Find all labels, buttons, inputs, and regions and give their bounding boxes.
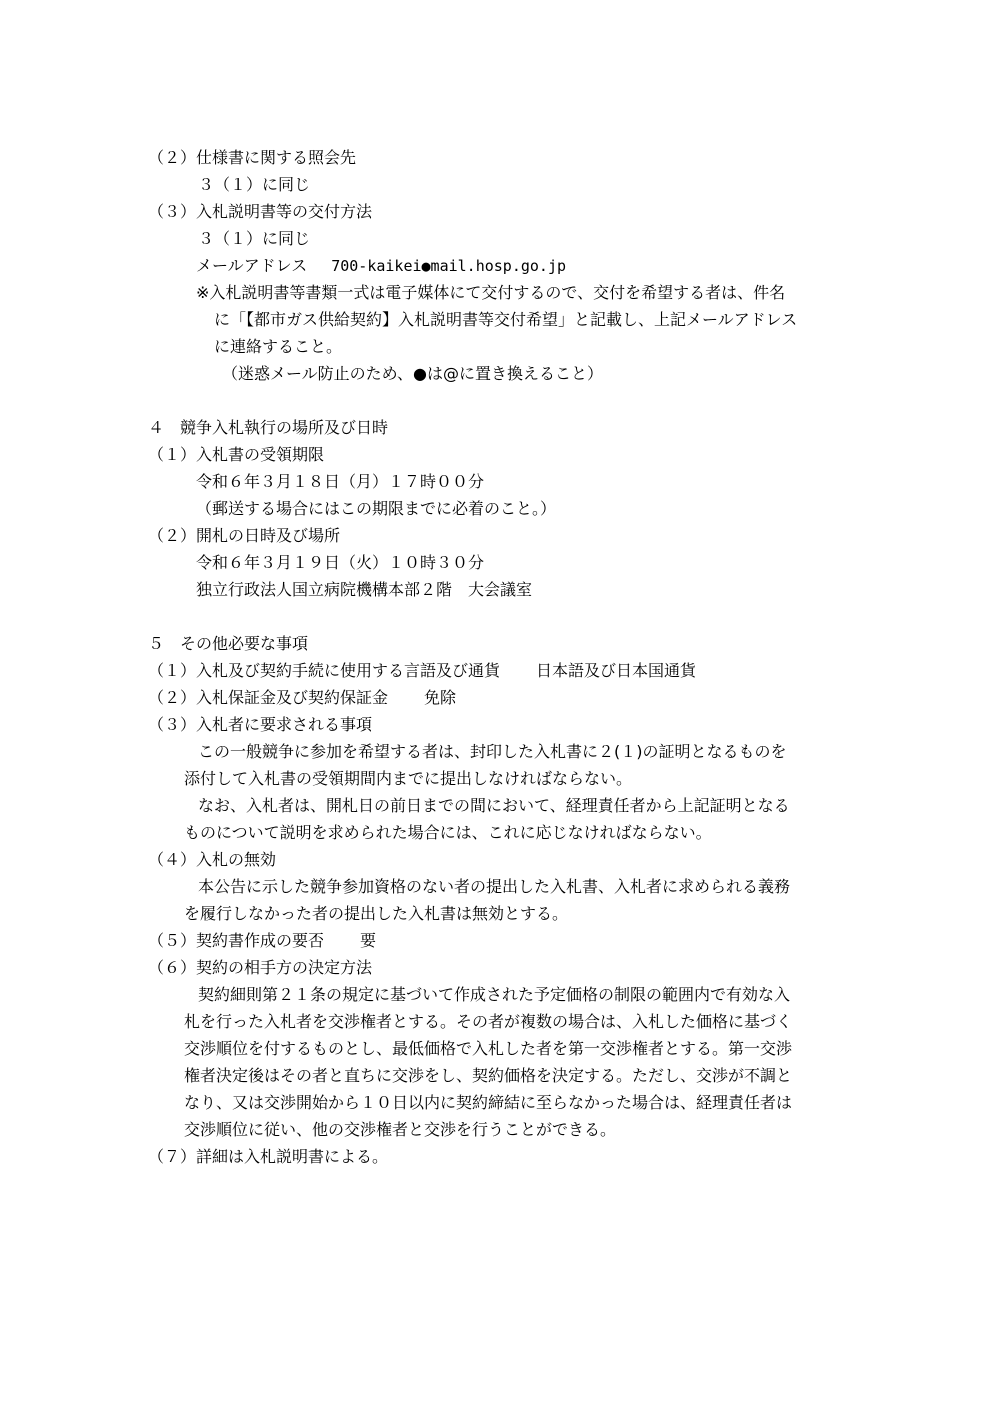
sec5-item3-paragraph-1 bbox=[148, 738, 860, 792]
sec5-item5-row bbox=[148, 927, 860, 954]
sec4-heading: ４ 競争入札執行の場所及び日時 bbox=[148, 418, 389, 437]
paragraph-line: なり、又は交渉開始から１０日以内に契約締結に至らなかった場合は、経理責任者は bbox=[184, 1093, 793, 1112]
paragraph-line: を履行しなかった者の提出した入札書は無効とする。 bbox=[184, 904, 569, 923]
sec3-item3-heading: （３）入札説明書等の交付方法 bbox=[148, 202, 373, 221]
paragraph-line: 交渉順位に従い、他の交渉権者と交渉を行うことができる。 bbox=[184, 1120, 617, 1139]
sec5-item2-value: 免除 bbox=[424, 688, 457, 707]
sec5-item1-row bbox=[148, 657, 860, 684]
paragraph-line: 交渉順位を付するものとし、最低価格で入札した者を第一交渉権者とする。第一交渉 bbox=[184, 1039, 793, 1058]
sec5-item4-paragraph bbox=[148, 873, 860, 927]
paragraph-line: 権者決定後はその者と直ちに交渉をし、契約価格を決定する。ただし、交渉が不調と bbox=[184, 1066, 793, 1085]
paragraph-line: この一般競争に参加を希望する者は、封印した入札書に２(１)の証明となるものを bbox=[198, 742, 787, 761]
note-line-2: に「【都市ガス供給契約】入札説明書等交付希望」と記載し、上記メールアドレス bbox=[214, 310, 798, 329]
sec5-item4-heading: （４）入札の無効 bbox=[148, 850, 277, 869]
sec5-item2-row bbox=[148, 684, 860, 711]
sec5-item7-heading: （７）詳細は入札説明書による。 bbox=[148, 1147, 389, 1166]
paragraph-line: 添付して入札書の受領期間内までに提出しなければならない。 bbox=[184, 769, 633, 788]
sec5-item2-heading: （２）入札保証金及び契約保証金 bbox=[148, 688, 389, 707]
sec5-item3-paragraph-2 bbox=[148, 792, 860, 846]
sec3-item3-ref: ３（１）に同じ bbox=[198, 229, 311, 248]
document-body bbox=[148, 144, 860, 1170]
spacer bbox=[148, 387, 860, 414]
sec4-item2-heading: （２）開札の日時及び場所 bbox=[148, 526, 341, 545]
sec5-item5-value: 要 bbox=[360, 931, 377, 950]
sec5-item3-heading: （３）入札者に要求される事項 bbox=[148, 715, 373, 734]
sec4-item2-date: 令和６年３月１９日（火）１０時３０分 bbox=[196, 553, 485, 572]
paragraph-line: 札を行った入札者を交渉権者とする。その者が複数の場合は、入札した価格に基づく bbox=[184, 1012, 793, 1031]
sec4-item2-place: 独立行政法人国立病院機構本部２階 大会議室 bbox=[196, 580, 533, 599]
email-row bbox=[148, 252, 860, 279]
note-line-1: ※入札説明書等書類一式は電子媒体にて交付するので、交付を希望する者は、件名 bbox=[196, 283, 786, 302]
sec5-heading: ５ その他必要な事項 bbox=[148, 634, 309, 653]
paragraph-line: 契約細則第２１条の規定に基づいて作成された予定価格の制限の範囲内で有効な入 bbox=[198, 985, 791, 1004]
sec4-item1-note: （郵送する場合にはこの期限までに必着のこと。） bbox=[196, 499, 557, 518]
note-line-4: （迷惑メール防止のため、●は@に置き換えること） bbox=[222, 364, 604, 383]
sec4-item1-date: 令和６年３月１８日（月）１７時００分 bbox=[196, 472, 485, 491]
sec4-item1-heading: （１）入札書の受領期限 bbox=[148, 445, 325, 464]
sec5-item1-heading: （１）入札及び契約手続に使用する言語及び通貨 bbox=[148, 661, 501, 680]
paragraph-line: ものについて説明を求められた場合には、これに応じなければならない。 bbox=[184, 823, 712, 842]
sec3-item2-ref: ３（１）に同じ bbox=[198, 175, 311, 194]
email-address: 700-kaikei●mail.hosp.go.jp bbox=[331, 257, 567, 275]
paragraph-line: なお、入札者は、開札日の前日までの間において、経理責任者から上記証明となる bbox=[198, 796, 790, 815]
sec5-item6-paragraph bbox=[148, 981, 860, 1143]
paragraph-line: 本公告に示した競争参加資格のない者の提出した入札書、入札者に求められる義務 bbox=[198, 877, 791, 896]
sec5-item1-value: 日本語及び日本国通貨 bbox=[536, 661, 697, 680]
spacer bbox=[148, 603, 860, 630]
email-label: メールアドレス bbox=[196, 256, 308, 275]
note-line-3: に連絡すること。 bbox=[214, 337, 343, 356]
sec5-item5-heading: （５）契約書作成の要否 bbox=[148, 931, 325, 950]
sec5-item6-heading: （６）契約の相手方の決定方法 bbox=[148, 958, 373, 977]
sec3-item2-heading: （２）仕様書に関する照会先 bbox=[148, 148, 357, 167]
